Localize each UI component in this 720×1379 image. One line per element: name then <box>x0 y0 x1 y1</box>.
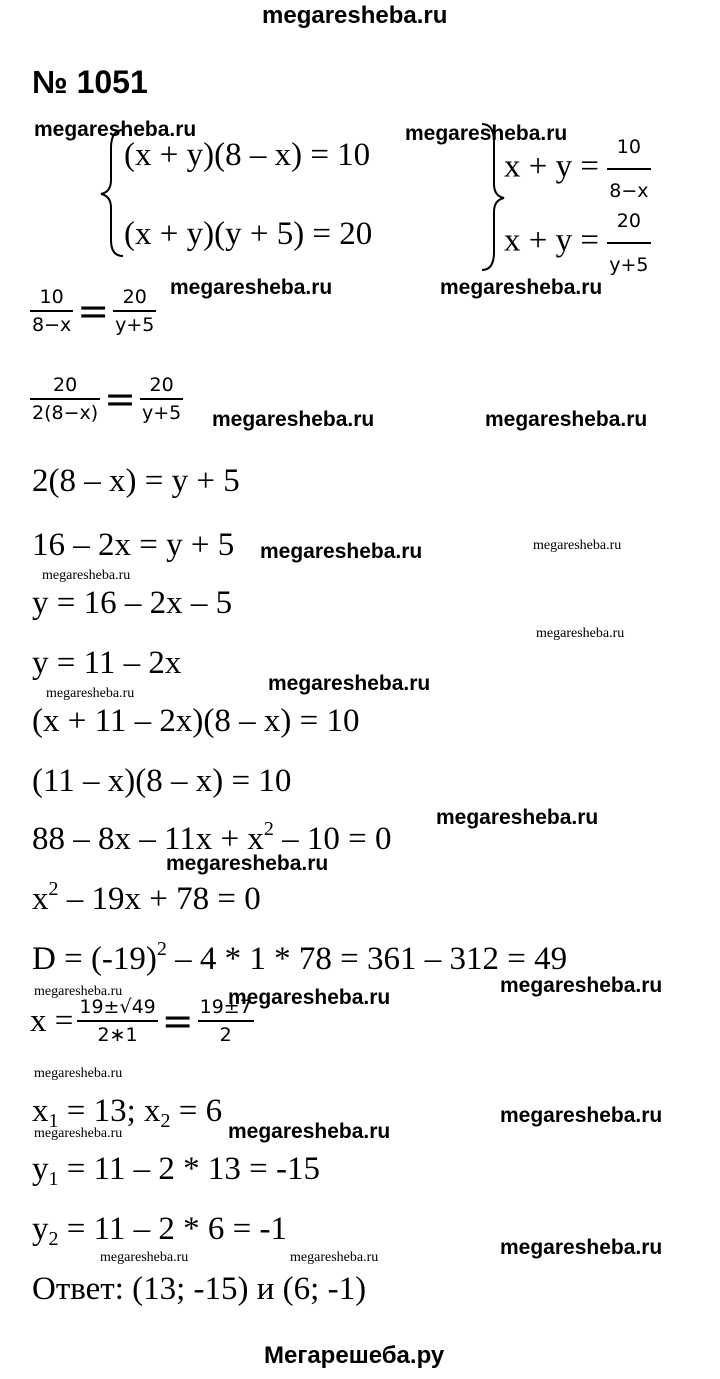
fraction <box>607 202 650 284</box>
watermark: megaresheba.ru <box>440 276 603 299</box>
watermark: megaresheba.ru <box>170 276 333 299</box>
system-right-eq2 <box>504 202 651 284</box>
line-12-text-b: = 11 – 2 * 13 = -15 <box>58 1151 320 1187</box>
fraction <box>607 128 650 210</box>
system-right-eq1-lhs: x + y = <box>504 148 599 185</box>
exponent: 2 <box>263 818 274 840</box>
watermark: megaresheba.ru <box>500 1104 663 1127</box>
watermark: megaresheba.ru <box>34 984 123 999</box>
subscript: 2 <box>48 1228 59 1250</box>
fraction-equation-1 <box>30 286 156 336</box>
line-5: (x + 11 – 2x)(8 – x) = 10 <box>32 703 360 739</box>
system-left-eq1: (x + y)(8 – x) = 10 <box>124 137 371 173</box>
fraction <box>113 286 156 336</box>
denominator: y+5 <box>607 242 650 284</box>
fraction <box>77 996 157 1046</box>
line-9-text-a: D = (-19) <box>32 941 157 977</box>
watermark: megaresheba.ru <box>100 1250 189 1265</box>
watermark: megaresheba.ru <box>34 1066 123 1081</box>
numerator: 10 <box>616 136 641 158</box>
line-8-text-a: x <box>32 881 49 917</box>
numerator: 10 <box>39 286 64 308</box>
subscript: 1 <box>48 1110 59 1132</box>
numerator: 19±7 <box>199 996 252 1018</box>
watermark: megaresheba.ru <box>533 538 622 553</box>
line-8 <box>32 880 261 918</box>
line-13 <box>32 1210 287 1248</box>
denominator: y+5 <box>113 310 156 336</box>
watermark: megaresheba.ru <box>46 686 135 701</box>
watermark: megaresheba.ru <box>166 852 329 875</box>
line-10-lhs: x = <box>30 1003 74 1039</box>
watermark: megaresheba.ru <box>212 408 375 431</box>
watermark: megaresheba.ru <box>34 118 197 141</box>
system-right-eq2-lhs: x + y = <box>504 222 599 259</box>
header-site: megaresheba.ru <box>262 2 448 29</box>
answer: Ответ: (13; -15) и (6; -1) <box>32 1271 367 1307</box>
denominator: 2∗1 <box>77 1020 157 1046</box>
numerator: 20 <box>616 210 641 232</box>
watermark: megaresheba.ru <box>436 806 599 829</box>
line-13-text-a: y <box>32 1211 49 1247</box>
line-6: (11 – x)(8 – x) = 10 <box>32 763 292 799</box>
denominator: y+5 <box>140 398 183 424</box>
line-13-text-b: = 11 – 2 * 6 = -1 <box>58 1211 287 1247</box>
problem-number: № 1051 <box>32 64 148 100</box>
line-12 <box>32 1150 320 1188</box>
line-9 <box>32 940 567 978</box>
exponent: 2 <box>156 938 167 960</box>
watermark: megaresheba.ru <box>228 986 391 1009</box>
watermark: megaresheba.ru <box>42 568 131 583</box>
watermark: megaresheba.ru <box>290 1250 379 1265</box>
subscript: 1 <box>48 1168 59 1190</box>
line-7-text-a: 88 – 8x – 11x + x <box>32 821 264 857</box>
line-4: y = 11 – 2x <box>32 645 182 681</box>
equals-sign: = <box>161 999 194 1043</box>
watermark: megaresheba.ru <box>260 540 423 563</box>
line-8-text-b: – 19x + 78 = 0 <box>58 881 261 917</box>
denominator: 8−x <box>30 310 73 336</box>
line-9-text-b: – 4 * 1 * 78 = 361 – 312 = 49 <box>166 941 568 977</box>
watermark: megaresheba.ru <box>500 1236 663 1259</box>
watermark: megaresheba.ru <box>405 122 568 145</box>
numerator: 20 <box>122 286 147 308</box>
line-3: y = 16 – 2x – 5 <box>32 585 233 621</box>
fraction <box>30 286 73 336</box>
denominator: 2 <box>198 1020 254 1046</box>
numerator: 20 <box>149 374 174 396</box>
line-2: 16 – 2x = y + 5 <box>32 527 235 563</box>
equals-sign: = <box>77 289 110 333</box>
line-11 <box>32 1092 222 1130</box>
watermark: megaresheba.ru <box>536 626 625 641</box>
line-12-text-a: y <box>32 1151 49 1187</box>
left-brace <box>97 128 127 258</box>
line-11-text-b: = 13; x <box>58 1093 161 1129</box>
watermark: megaresheba.ru <box>34 1126 123 1141</box>
line-11-text-a: x <box>32 1093 49 1129</box>
fraction-equation-2 <box>30 374 183 424</box>
numerator: 20 <box>52 374 78 396</box>
line-10 <box>30 996 254 1046</box>
numerator: 19±√49 <box>79 996 156 1018</box>
watermark: megaresheba.ru <box>228 1120 391 1143</box>
equals-sign: = <box>104 377 137 421</box>
line-1: 2(8 – x) = y + 5 <box>32 463 240 499</box>
line-11-text-c: = 6 <box>170 1093 223 1129</box>
footer-site: Мегарешеба.ру <box>264 1342 445 1369</box>
watermark: megaresheba.ru <box>500 974 663 997</box>
fraction <box>30 374 100 424</box>
system-left-eq2: (x + y)(y + 5) = 20 <box>124 216 373 252</box>
exponent: 2 <box>48 878 59 900</box>
fraction <box>140 374 183 424</box>
denominator: 2(8−x) <box>30 398 100 424</box>
subscript: 2 <box>160 1110 171 1132</box>
line-7-text-b: – 10 = 0 <box>273 821 392 857</box>
watermark: megaresheba.ru <box>485 408 648 431</box>
denominator: 8−x <box>607 168 650 210</box>
watermark: megaresheba.ru <box>268 672 431 695</box>
